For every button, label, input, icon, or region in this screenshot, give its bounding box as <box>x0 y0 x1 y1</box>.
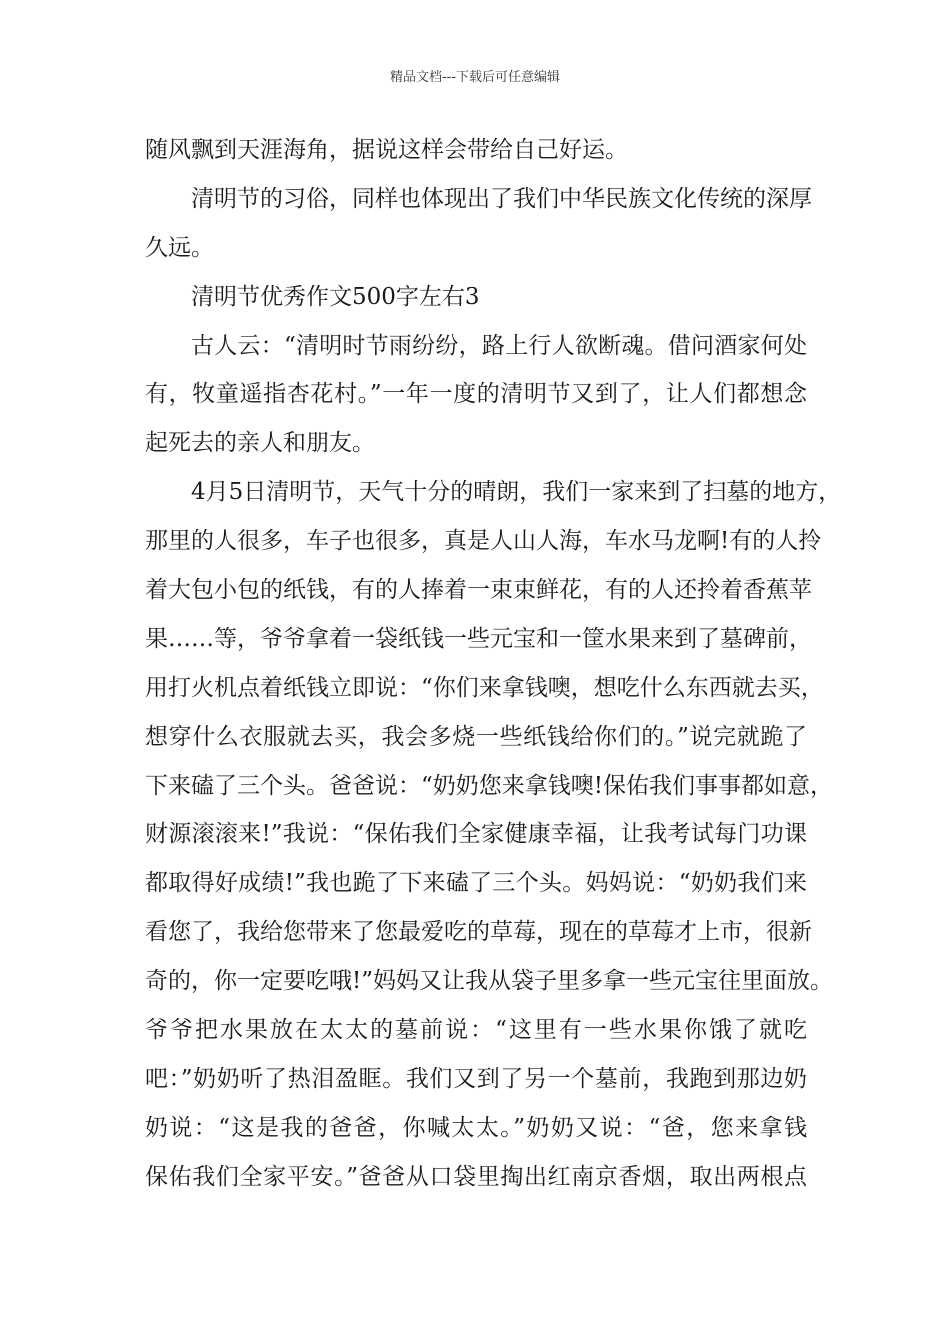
text-line: 那里的人很多，车子也很多，真是人山人海，车水马龙啊!有的人拎 <box>145 528 822 555</box>
text-line: 有，牧童遥指杏花村。”一年一度的清明节又到了，让人们都想念 <box>145 381 807 408</box>
text-line: 久远。 <box>145 234 214 261</box>
section-heading: 清明节优秀作文500字左右3 <box>191 283 480 310</box>
text-line: 古人云：“清明时节雨纷纷，路上行人欲断魂。借问酒家何处 <box>191 332 807 359</box>
text-line: 都取得好成绩!”我也跪了下来磕了三个头。妈妈说：“奶奶我们来 <box>145 870 807 897</box>
text-line: 爷爷把水果放在太太的墓前说：“这里有一些水果你饿了就吃 <box>145 1017 807 1044</box>
text-line: 清明节的习俗，同样也体现出了我们中华民族文化传统的深厚 <box>191 185 812 212</box>
text-line: 下来磕了三个头。爸爸说：“奶奶您来拿钱噢!保佑我们事事都如意， <box>145 772 834 799</box>
text-line: 吧：”奶奶听了热泪盈眶。我们又到了另一个墓前，我跑到那边奶 <box>145 1065 807 1092</box>
page-header: 精品文档---下载后可任意编辑 <box>389 70 561 85</box>
text-line: 财源滚滚来!”我说：“保佑我们全家健康幸福，让我考试每门功课 <box>145 821 807 848</box>
text-line: 看您了，我给您带来了您最爱吃的草莓，现在的草莓才上市，很新 <box>145 919 812 946</box>
text-line: 用打火机点着纸钱立即说：“你们来拿钱噢，想吃什么东西就去买， <box>145 674 824 701</box>
text-line: 保佑我们全家平安。”爸爸从口袋里掏出红南京香烟，取出两根点 <box>145 1163 807 1190</box>
text-line: 随风飘到天涯海角，据说这样会带给自己好运。 <box>145 137 628 163</box>
text-line: 果……等，爷爷拿着一袋纸钱一些元宝和一筐水果来到了墓碑前， <box>145 625 812 652</box>
text-line: 着大包小包的纸钱，有的人捧着一束束鲜花，有的人还拎着香蕉苹 <box>145 577 812 604</box>
text-line: 起死去的亲人和朋友。 <box>145 430 375 457</box>
text-line: 奶说：“这是我的爸爸，你喊太太。”奶奶又说：“爸，您来拿钱 <box>145 1114 807 1141</box>
text-line: 想穿什么衣服就去买，我会多烧一些纸钱给你们的。”说完就跪了 <box>145 723 807 750</box>
document-body <box>145 126 842 1202</box>
text-line: 4月5日清明节，天气十分的晴朗，我们一家来到了扫墓的地方， <box>191 479 842 506</box>
text-line: 奇的，你一定要吃哦!”妈妈又让我从袋子里多拿一些元宝往里面放。 <box>145 968 834 995</box>
